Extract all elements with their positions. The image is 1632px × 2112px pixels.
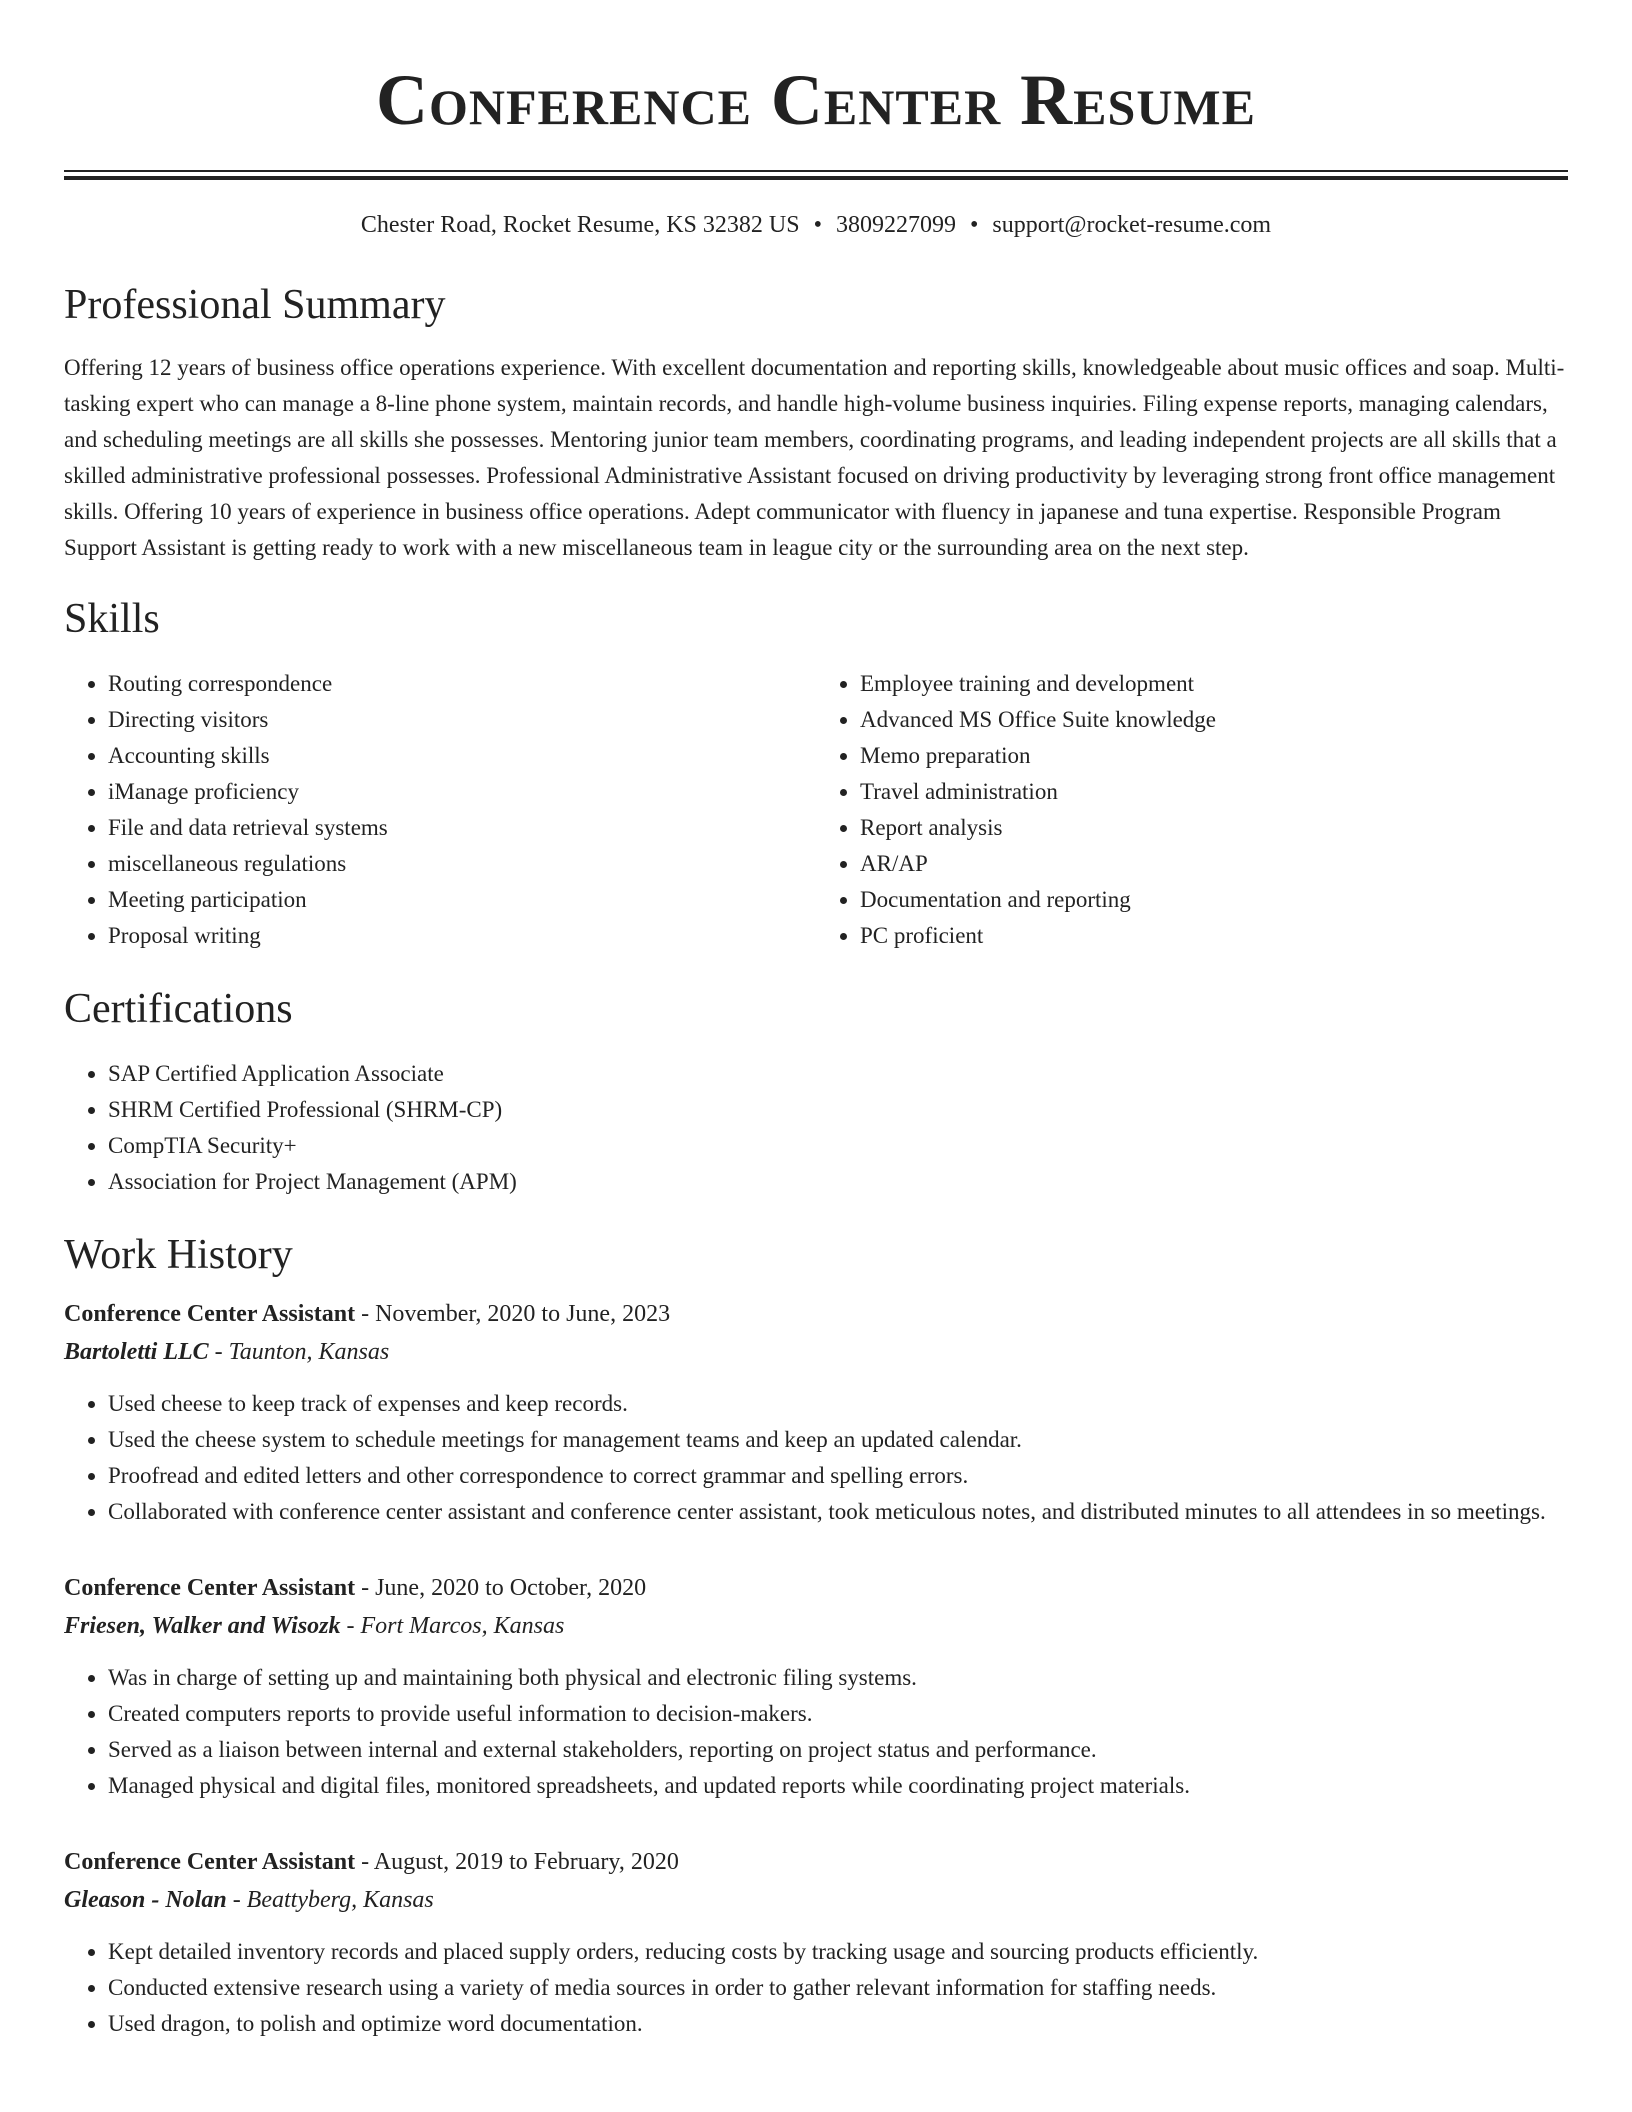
job-location: - Beattyberg, Kansas <box>226 1887 434 1913</box>
job-bullet: • Used the cheese system to schedule meetings for management teams and keep an updated calendar. <box>108 1422 1568 1458</box>
contact-phone: 3809227099 <box>835 212 956 238</box>
skills-columns <box>64 666 1568 954</box>
job-bullet: • Served as a liaison between internal and external stakeholders, reporting on project status and performance. <box>108 1732 1568 1768</box>
job-title: Conference Center Assistant <box>64 1301 356 1327</box>
job-title: Conference Center Assistant <box>64 1849 356 1875</box>
skill-item: • Directing visitors <box>108 702 816 738</box>
contact-separator: • <box>813 212 822 238</box>
job-entry <box>64 1296 1568 1530</box>
skill-item: • Routing correspondence <box>108 666 816 702</box>
skill-item: • Proposal writing <box>108 918 816 954</box>
skill-item: • Travel administration <box>860 774 1568 810</box>
skill-item: • Meeting participation <box>108 882 816 918</box>
job-entry <box>64 1844 1568 2042</box>
contact-line <box>64 210 1568 240</box>
job-title-line <box>64 1844 1568 1880</box>
job-title: Conference Center Assistant <box>64 1575 356 1601</box>
work-history-heading: Work History <box>64 1232 293 1278</box>
job-company: Gleason - Nolan <box>64 1887 227 1913</box>
job-title-line <box>64 1570 1568 1606</box>
skills-list-left <box>64 666 816 954</box>
job-company-line <box>64 1880 1568 1920</box>
job-company-line <box>64 1332 1568 1372</box>
contact-email: support@rocket-resume.com <box>992 212 1272 238</box>
certifications-heading: Certifications <box>64 986 293 1032</box>
job-bullet: • Collaborated with conference center assistant and conference center assistant, took meticulous notes, and distributed minutes to all attendees in so meetings. <box>108 1494 1568 1530</box>
job-bullet: • Used dragon, to polish and optimize word documentation. <box>108 2006 1568 2042</box>
professional-summary-section <box>64 280 1568 566</box>
job-location: - Fort Marcos, Kansas <box>340 1613 565 1639</box>
summary-heading: Professional Summary <box>64 282 446 328</box>
skill-item: • Accounting skills <box>108 738 816 774</box>
skill-item: • Report analysis <box>860 810 1568 846</box>
job-company: Friesen, Walker and Wisozk <box>64 1613 341 1639</box>
skill-item: • Employee training and development <box>860 666 1568 702</box>
contact-address: Chester Road, Rocket Resume, KS 32382 US <box>360 212 800 238</box>
contact-separator: • <box>969 212 979 238</box>
job-bullet: • Conducted extensive research using a variety of media sources in order to gather relevant information for staffing needs. <box>108 1970 1568 2006</box>
job-dates: - June, 2020 to October, 2020 <box>355 1575 647 1601</box>
resume-title: Conference Center Resume <box>376 60 1256 140</box>
skill-item: • AR/AP <box>860 846 1568 882</box>
certification-item: • Association for Project Management (APM) <box>108 1164 1568 1200</box>
job-company: Bartoletti LLC <box>64 1339 209 1365</box>
skills-heading: Skills <box>64 596 160 642</box>
job-bullet: • Proofread and edited letters and other correspondence to correct grammar and spelling errors. <box>108 1458 1568 1494</box>
job-bullet: • Created computers reports to provide useful information to decision-makers. <box>108 1696 1568 1732</box>
certifications-section <box>64 984 1568 1200</box>
job-dates: - November, 2020 to June, 2023 <box>355 1301 671 1327</box>
job-bullets <box>64 1934 1568 2042</box>
certification-item: • SAP Certified Application Associate <box>108 1056 1568 1092</box>
skills-list-right <box>816 666 1568 954</box>
work-history-section <box>64 1230 1568 2042</box>
job-location: - Taunton, Kansas <box>208 1339 390 1365</box>
title-divider <box>64 170 1568 180</box>
resume-content <box>64 0 1568 2042</box>
summary-text: Offering 12 years of business office operations experience. With excellent documentation and reporting skills, knowledgeable about music offices and soap. Multi-tasking expert who can manage a 8-line phone system, maintain records, and handle high-volume business inquiries. Filing expense reports, managing calendars, and scheduling meetings are all skills she possesses. Mentoring junior team members, coordinating programs, and leading independent projects are all skills that a skilled administrative professional possesses. Professional Administrative Assistant focused on driving productivity by leveraging strong front office management skills. Offering 10 years of experience in business office operations. Adept communicator with fluency in japanese and tuna expertise. Responsible Program Support Assistant is getting ready to work with a new miscellaneous team in league city or the surrounding area on the next step. <box>64 355 1565 560</box>
certification-item: • SHRM Certified Professional (SHRM-CP) <box>108 1092 1568 1128</box>
skill-item: • PC proficient <box>860 918 1568 954</box>
job-dates: - August, 2019 to February, 2020 <box>355 1849 679 1875</box>
job-bullet: • Was in charge of setting up and maintaining both physical and electronic filing systems. <box>108 1660 1568 1696</box>
skill-item: • iManage proficiency <box>108 774 816 810</box>
job-bullets <box>64 1660 1568 1804</box>
skills-section <box>64 594 1568 954</box>
skill-item: • Advanced MS Office Suite knowledge <box>860 702 1568 738</box>
skill-item: • miscellaneous regulations <box>108 846 816 882</box>
skill-item: • File and data retrieval systems <box>108 810 816 846</box>
job-bullet: • Kept detailed inventory records and placed supply orders, reducing costs by tracking usage and sourcing products efficiently. <box>108 1934 1568 1970</box>
skill-item: • Memo preparation <box>860 738 1568 774</box>
job-title-line <box>64 1296 1568 1332</box>
job-company-line <box>64 1606 1568 1646</box>
skill-item: • Documentation and reporting <box>860 882 1568 918</box>
certification-item: • CompTIA Security+ <box>108 1128 1568 1164</box>
job-bullets <box>64 1386 1568 1530</box>
certifications-list <box>64 1056 1568 1200</box>
job-entry <box>64 1570 1568 1804</box>
job-bullet: • Used cheese to keep track of expenses and keep records. <box>108 1386 1568 1422</box>
job-bullet: • Managed physical and digital files, monitored spreadsheets, and updated reports while coordinating project materials. <box>108 1768 1568 1804</box>
